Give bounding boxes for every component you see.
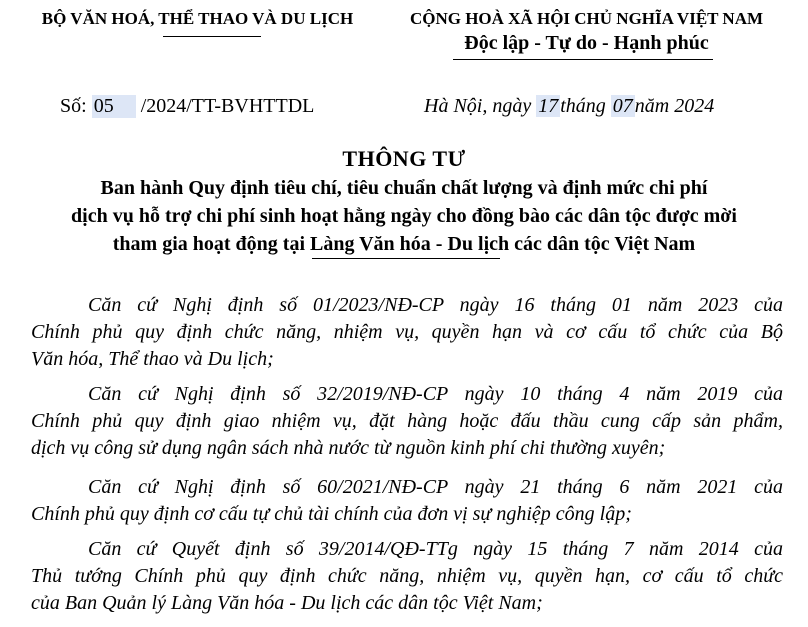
preamble-line: Chính phủ quy định giao nhiệm vụ, đặt hàng hoặc đấu thầu cung cấp sản phẩm, xyxy=(31,410,783,432)
subject-line: Ban hành Quy định tiêu chí, tiêu chuẩn chất lượng và định mức chi phí xyxy=(100,177,708,199)
subject-line: dịch vụ hỗ trợ chi phí sinh hoạt hằng ngày cho đồng bào các dân tộc được mời xyxy=(71,205,737,227)
preamble-paragraph xyxy=(31,381,783,462)
nation-name: CỘNG HOÀ XÃ HỘI CHỦ NGHĨA VIỆT NAM xyxy=(409,9,764,28)
preamble-paragraph xyxy=(31,292,783,373)
motto-underline xyxy=(453,59,713,60)
preamble-line: Thủ tướng Chính phủ quy định chức năng, nhiệm vụ, quyền hạn, cơ cấu tổ chức xyxy=(31,565,783,587)
preamble-line: Căn cứ Quyết định số 39/2014/QĐ-TTg ngày 15 tháng 7 năm 2014 của xyxy=(88,538,783,560)
date-day-field[interactable]: 17 xyxy=(538,95,559,117)
preamble-line: Chính phủ quy định cơ cấu tự chủ tài chính của đơn vị sự nghiệp công lập; xyxy=(31,503,632,525)
document-number xyxy=(60,95,314,118)
agency-underline xyxy=(163,36,261,37)
number-suffix: /2024/TT-BVHTTDL xyxy=(140,95,315,117)
issuing-agency: BỘ VĂN HOÁ, THỂ THAO VÀ DU LỊCH xyxy=(41,9,354,28)
preamble-line: dịch vụ công sử dụng ngân sách nhà nước từ nguồn kinh phí chi thường xuyên; xyxy=(31,437,666,459)
number-field[interactable]: 05 xyxy=(92,95,136,118)
document-type: THÔNG TƯ xyxy=(342,146,466,171)
preamble-line: Văn hóa, Thể thao và Du lịch; xyxy=(31,348,274,370)
date-year-label: năm 2024 xyxy=(634,95,715,117)
subject-line: tham gia hoạt động tại Làng Văn hóa - Du lịch các dân tộc Việt Nam xyxy=(112,233,696,255)
preamble-line: Căn cứ Nghị định số 60/2021/NĐ-CP ngày 21 tháng 6 năm 2021 của xyxy=(88,476,783,498)
date-month-label: tháng xyxy=(560,95,606,117)
preamble-paragraph xyxy=(31,474,783,528)
preamble-line: Chính phủ quy định chức năng, nhiệm vụ, quyền hạn và cơ cấu tổ chức của Bộ xyxy=(31,321,783,343)
document-subject xyxy=(0,174,808,258)
document-date xyxy=(424,95,714,118)
subject-underline xyxy=(312,258,500,259)
date-prefix: Hà Nội, ngày xyxy=(424,95,532,117)
preamble-line: Căn cứ Nghị định số 32/2019/NĐ-CP ngày 10 tháng 4 năm 2019 của xyxy=(88,383,783,405)
national-header xyxy=(389,9,784,55)
number-prefix: Số: xyxy=(60,95,87,117)
preamble-line: Căn cứ Nghị định số 01/2023/NĐ-CP ngày 16 tháng 01 năm 2023 của xyxy=(88,294,783,316)
preamble-paragraph xyxy=(31,536,783,617)
date-month-field[interactable]: 07 xyxy=(612,95,633,117)
national-motto: Độc lập - Tự do - Hạnh phúc xyxy=(464,32,709,54)
preamble-line: của Ban Quản lý Làng Văn hóa - Du lịch các dân tộc Việt Nam; xyxy=(31,592,543,614)
